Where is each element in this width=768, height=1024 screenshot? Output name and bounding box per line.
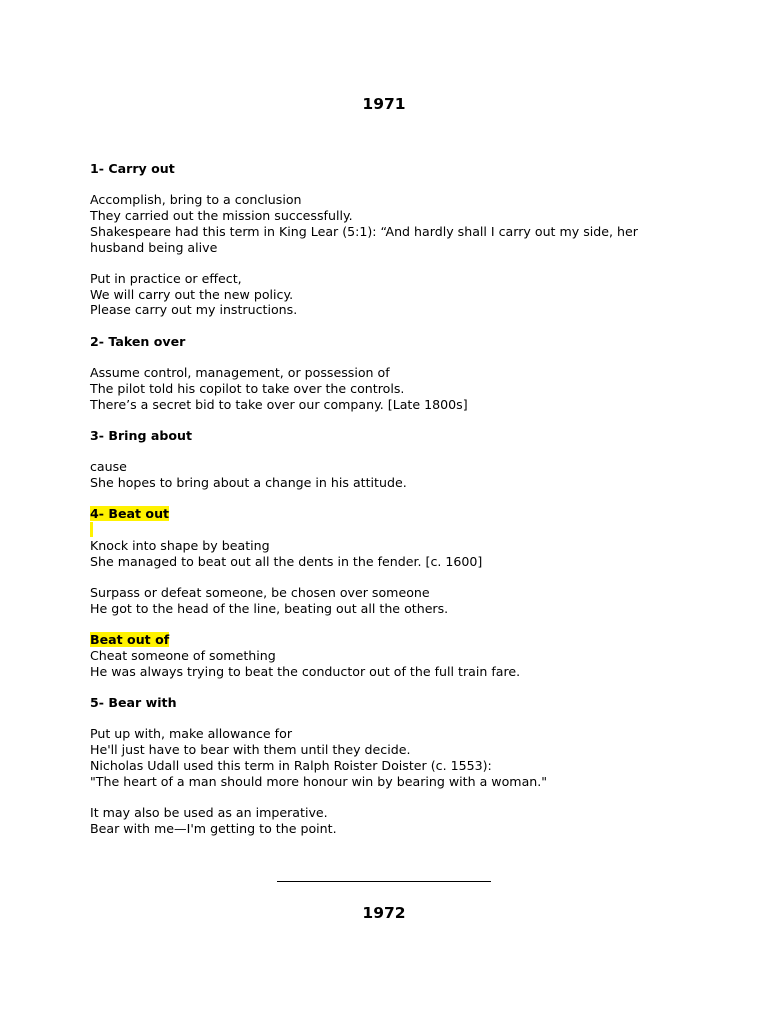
definition-line: Surpass or defeat someone, be chosen over someone: [90, 585, 430, 600]
quote-line: Shakespeare had this term in King Lear (5:1): “And hardly shall I carry out my side, her: [90, 224, 638, 239]
separator-rule: [277, 881, 491, 882]
highlighted-text: 4- Beat out: [90, 506, 170, 521]
definition-line: Cheat someone of something: [90, 648, 276, 663]
definition-line: Put in practice or effect,: [90, 271, 242, 286]
definition-line: It may also be used as an imperative.: [90, 805, 328, 820]
quote-line: "The heart of a man should more honour win by bearing with a woman.": [90, 774, 548, 789]
section-heading-carry-out: 1- Carry out: [90, 161, 175, 176]
year-heading-1971: 1971: [362, 95, 406, 113]
subheading-beat-out-of: [90, 632, 169, 648]
example-line: Bear with me—I'm getting to the point.: [90, 821, 337, 836]
section-heading-bear-with: 5- Bear with: [90, 695, 177, 710]
definition-line: cause: [90, 459, 127, 474]
definition-line: Put up with, make allowance for: [90, 726, 292, 741]
highlight-mark: [90, 522, 93, 537]
highlighted-text: Beat out of: [90, 632, 170, 647]
section-heading-taken-over: 2- Taken over: [90, 334, 186, 349]
example-line: She managed to beat out all the dents in the fender. [c. 1600]: [90, 554, 483, 569]
example-line: She hopes to bring about a change in his attitude.: [90, 475, 407, 490]
quote-line: husband being alive: [90, 240, 218, 255]
year-heading-1972: 1972: [362, 904, 406, 922]
example-line: They carried out the mission successfully.: [90, 208, 353, 223]
definition-line: Assume control, management, or possession of: [90, 365, 390, 380]
example-line: Please carry out my instructions.: [90, 302, 298, 317]
definition-line: Accomplish, bring to a conclusion: [90, 192, 302, 207]
example-line: The pilot told his copilot to take over the controls.: [90, 381, 405, 396]
section-heading-bring-about: 3- Bring about: [90, 428, 193, 443]
definition-line: Knock into shape by beating: [90, 538, 270, 553]
example-line: He got to the head of the line, beating out all the others.: [90, 601, 449, 616]
section-heading-beat-out: [90, 506, 169, 522]
example-line: He was always trying to beat the conductor out of the full train fare.: [90, 664, 521, 679]
example-line: We will carry out the new policy.: [90, 287, 294, 302]
example-line: There’s a secret bid to take over our company. [Late 1800s]: [90, 397, 468, 412]
example-line: He'll just have to bear with them until they decide.: [90, 742, 411, 757]
example-line: Nicholas Udall used this term in Ralph Roister Doister (c. 1553):: [90, 758, 492, 773]
